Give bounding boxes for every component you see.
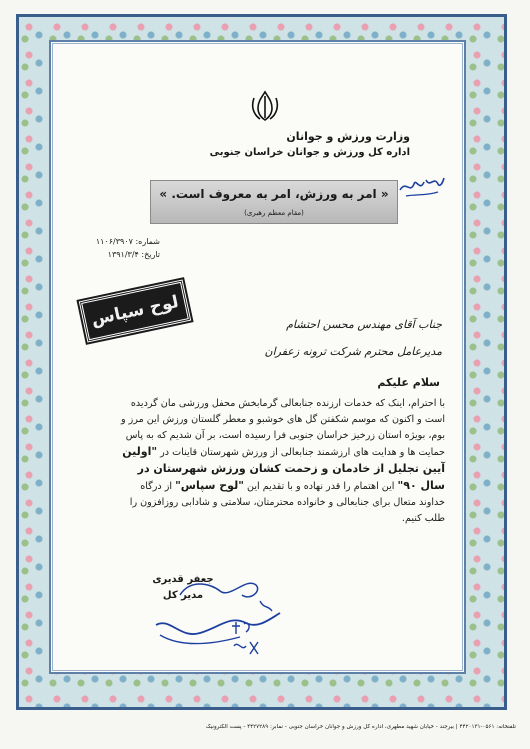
handwritten-date-mark <box>228 618 268 660</box>
letter-number <box>70 237 160 246</box>
ministry-name: وزارت ورزش و جوانان <box>286 130 410 143</box>
signatory-name: جعفر قدیری <box>152 574 214 585</box>
body-highlight-certificate: "لوح سپاس" <box>175 479 244 492</box>
signatory-title: مدیر کل <box>162 590 204 601</box>
directorate-name: اداره کل ورزش و جوانان خراسان جنوبی <box>209 147 410 158</box>
footer-contact-line: تلفنخانه: ۰۵۶۱-۴۴۲۰۱۳۱ | بیرجند - خیابان شهید مطهری، اداره کل ورزش و جوانان خراسان جنوبی - نمابر: ۴۴۲۷۲۸۹ - پست الکترونیک <box>205 724 516 730</box>
letter-date <box>70 250 160 259</box>
letter-number-value: ۱۱۰۶/۳۹۰۷ <box>95 237 133 246</box>
body-paragraph-1: با احترام، اینک که خدمات ارزنده جنابعالی گرمابخش محفل ورزشی مان گردیده است و اکنون که موسم شکفتن گل های خوشبو و معطر گلستان ورزش این مرز و بوم، بویژه استان زرخیز خراسان جنوبی فرا رسیده است، بر آن شدیم که به پاس حمایت ها و هدایت های ارزشمند جنابعالی از ورزش شهرستان قاینات در <box>120 398 445 458</box>
letter-date-value: ۱۳۹۱/۳/۴ <box>107 250 139 259</box>
addressee-name: جناب آقای مهندس محسن احتشام <box>286 318 442 331</box>
body-highlight-ceremony: "اولین آیین تجلیل از خادمان و زحمت کشان ورزش شهرستان در سال ۹۰" <box>122 445 445 492</box>
body-paragraph-2: این اهتمام را قدر نهاده و با تقدیم این <box>247 481 395 492</box>
letter-body <box>112 396 445 527</box>
iran-emblem-icon <box>250 90 280 122</box>
certificate-stamp: لوح سپاس <box>79 279 191 342</box>
greeting: سلام علیکم <box>377 376 440 389</box>
signature-scribble <box>150 565 290 660</box>
handwritten-note-top <box>396 170 446 200</box>
motto-text: « امر به ورزش، امر به معروف است. » <box>159 187 389 201</box>
body-paragraph-3: از درگاه خداوند متعال برای جنابعالی و خانواده محترمتان، سلامتی و شادابی روزافزون را طلب کنیم. <box>129 481 445 524</box>
addressee-title: مدیرعامل محترم شرکت ترونه زعفران <box>264 345 442 358</box>
letter-date-label: تاریخ: <box>141 250 160 259</box>
motto-attribution: (مقام معظم رهبری) <box>244 209 304 217</box>
letter-number-label: شماره: <box>135 237 160 246</box>
